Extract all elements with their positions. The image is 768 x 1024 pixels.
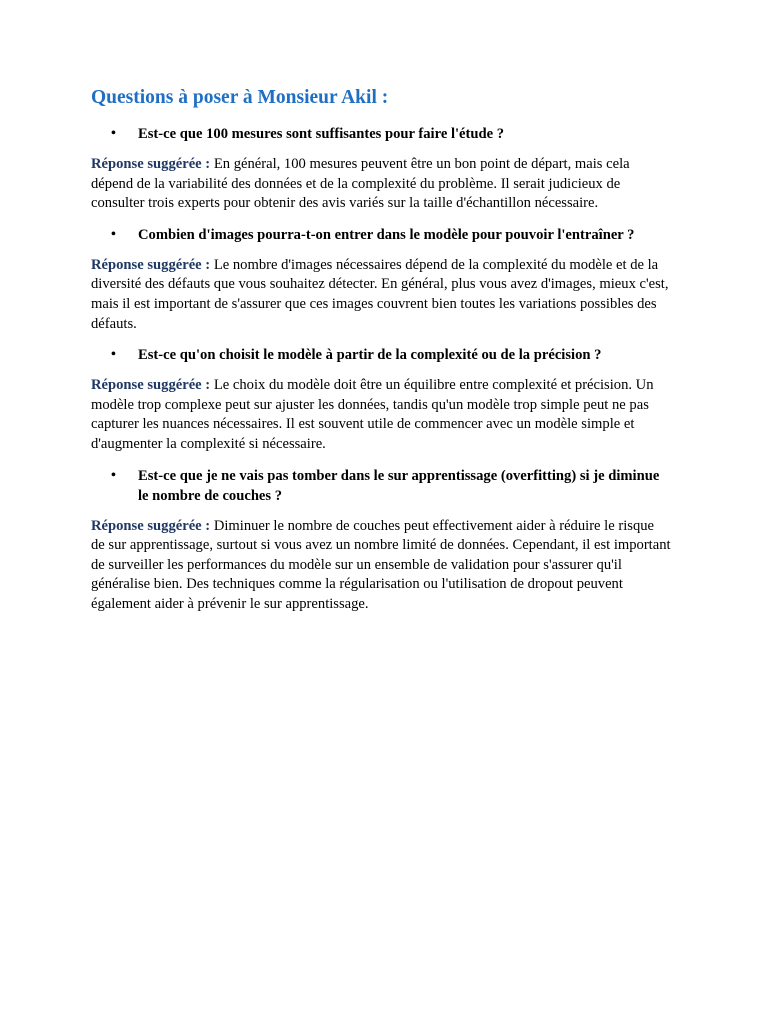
qa-item-4 [91, 466, 671, 615]
answer [91, 256, 671, 334]
answer-label: Réponse suggérée : [91, 377, 211, 394]
answer-text: Diminuer le nombre de couches peut effectivement aider à réduire le risque de sur apprentissage, surtout si vous avez un nombre limité de données. Cependant, il est important de surveiller les performances du modèle sur un ensemble de validation pour s'assurer qu'il généralise bien. Des techniques comme la régularisation ou l'utilisation de dropout peuvent également aider à prévenir le sur apprentissage. [91, 517, 671, 612]
answer-label: Réponse suggérée : [91, 156, 211, 172]
answer [91, 155, 671, 214]
answer-label: Réponse suggérée : [91, 256, 211, 273]
qa-item-3 [91, 345, 671, 454]
bullet-icon: • [111, 467, 116, 483]
bullet-icon: • [111, 347, 116, 363]
document-page [91, 84, 671, 626]
answer [91, 517, 671, 615]
question-text: Est-ce que je ne vais pas tomber dans le sur apprentissage (overfitting) si je diminue le nombre de couches ? [138, 467, 660, 504]
question-text: Combien d'images pourra-t-on entrer dans le modèle pour pouvoir l'entraîner ? [138, 226, 635, 243]
question-text: Est-ce qu'on choisit le modèle à partir de la complexité ou de la précision ? [138, 347, 602, 364]
question [91, 466, 671, 506]
question [91, 345, 671, 365]
question-text: Est-ce que 100 mesures sont suffisantes pour faire l'étude ? [138, 126, 505, 142]
answer [91, 376, 671, 454]
answer-text: Le nombre d'images nécessaires dépend de la complexité du modèle et de la diversité des défauts que vous souhaitez détecter. En général, plus vous avez d'images, mieux c'est, mais il est important de s'assurer que ces images couvrent bien toutes les variations possibles des défauts. [91, 256, 669, 332]
answer-text: En général, 100 mesures peuvent être un bon point de départ, mais cela dépend de la variabilité des données et de la complexité du problème. Il serait judicieux de consulter trois experts pour obtenir des avis variés sur la taille d'échantillon nécessaire. [91, 156, 630, 212]
document-title: Questions à poser à Monsieur Akil : [91, 87, 389, 108]
bullet-icon: • [111, 126, 116, 141]
qa-item-1 [91, 124, 671, 214]
question [91, 124, 671, 144]
bullet-icon: • [111, 226, 116, 242]
question [91, 225, 671, 245]
qa-item-2 [91, 225, 671, 334]
answer-label: Réponse suggérée : [91, 517, 211, 534]
answer-text: Le choix du modèle doit être un équilibre entre complexité et précision. Un modèle trop complexe peut sur ajuster les données, tandis qu'un modèle trop simple peut ne pas capturer les nuances nécessaires. Il est souvent utile de commencer avec un modèle simple et d'augmenter la complexité si nécessaire. [91, 377, 654, 452]
